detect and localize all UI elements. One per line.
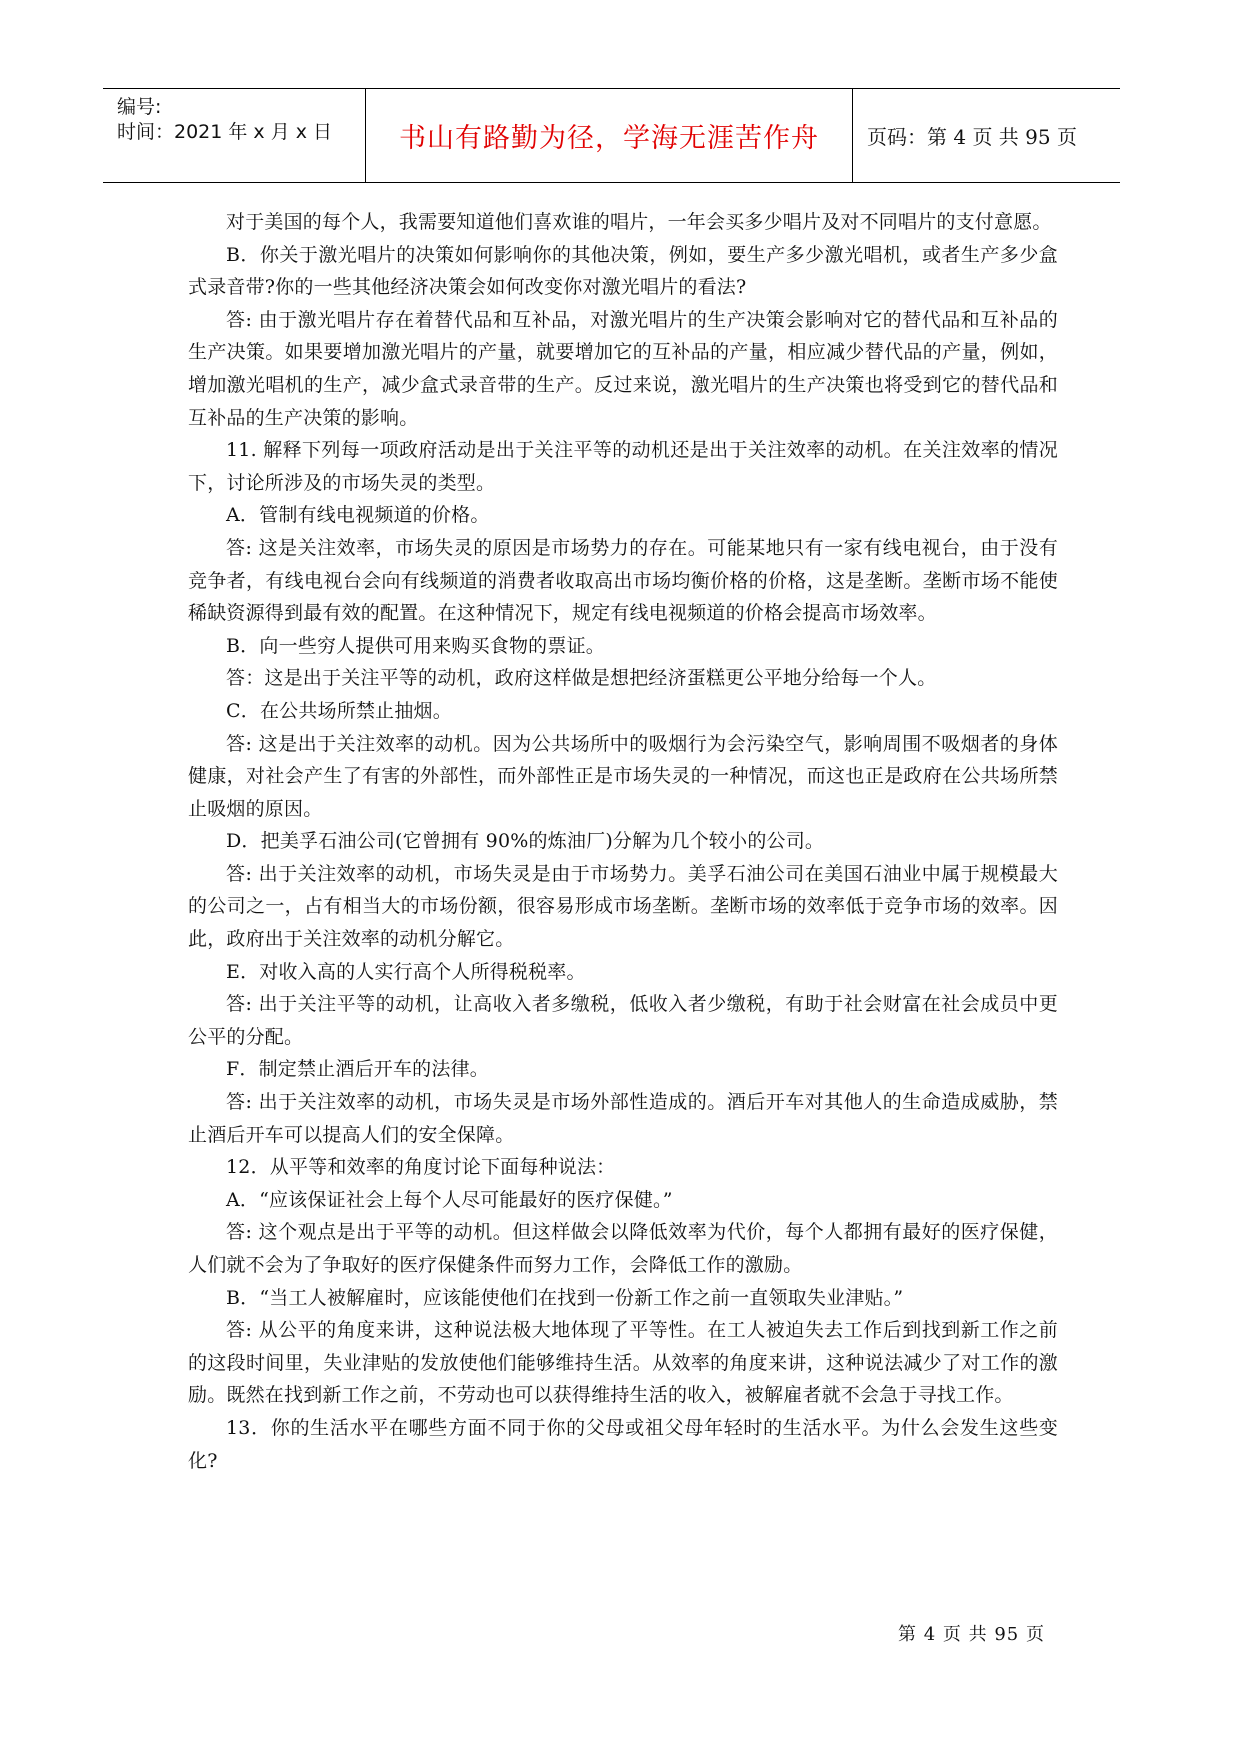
paragraph: A．管制有线电视频道的价格。: [226, 504, 490, 527]
paragraph: 答: 这是关注效率，市场失灵的原因是市场势力的存在。可能某地只有一家有线电视台，由于没有竞争者，有线电视台会向有线频道的消费者收取高出市场均衡价格的价格，这是垄断。垄断市场不能使稀缺资源得到最有效的配置。在这种情况下，规定有线电视频道的价格会提高市场效率。: [188, 536, 1058, 625]
paragraph: 答: 从公平的角度来讲，这种说法极大地体现了平等性。在工人被迫失去工作后到找到新工作之前的这段时间里，失业津贴的发放使他们能够维持生活。从效率的角度来讲，这种说法减少了对工作的激励。既然在找到新工作之前，不劳动也可以获得维持生活的收入，被解雇者就不会急于寻找工作。: [188, 1319, 1058, 1407]
paragraph: 12．从平等和效率的角度讨论下面每种说法：: [226, 1156, 616, 1179]
paragraph: 11. 解释下列每一项政府活动是出于关注平等的动机还是出于关注效率的动机。在关注效率的情况下，讨论所涉及的市场失灵的类型。: [188, 439, 1058, 494]
paragraph: 答: 出于关注效率的动机，市场失灵是由于市场势力。美孚石油公司在美国石油业中属于规模最大的公司之一，占有相当大的市场份额，很容易形成市场垄断。垄断市场的效率低于竞争市场的效率。因此，政府出于关注效率的动机分解它。: [188, 862, 1058, 951]
paragraph: B．“当工人被解雇时，应该能使他们在找到一份新工作之前一直领取失业津贴。”: [226, 1286, 904, 1309]
paragraph: C．在公共场所禁止抽烟。: [226, 699, 452, 722]
page-footer: 第 4 页 共 95 页: [898, 1624, 1045, 1645]
paragraph: B．你关于激光唱片的决策如何影响你的其他决策，例如，要生产多少激光唱机，或者生产多少盒式录音带?你的一些其他经济决策会如何改变你对激光唱片的看法?: [188, 243, 1058, 299]
header-meta: [103, 89, 365, 182]
serial-number-label: 编号:: [117, 96, 162, 118]
paragraph: E．对收入高的人实行高个人所得税税率。: [226, 960, 586, 983]
paragraph: A．“应该保证社会上每个人尽可能最好的医疗保健。”: [226, 1188, 673, 1211]
paragraph: 答: 这个观点是出于平等的动机。但这样做会以降低效率为代价，每个人都拥有最好的医疗保健，人们就不会为了争取好的医疗保健条件而努力工作，会降低工作的激励。: [188, 1221, 1058, 1276]
page-header: [103, 88, 1120, 183]
page-code: 页码：第 4 页 共 95 页: [867, 125, 1077, 149]
paragraph: 答: 这是出于关注效率的动机。因为公共场所中的吸烟行为会污染空气，影响周围不吸烟者的身体健康，对社会产生了有害的外部性，而外部性正是市场失灵的一种情况，而这也正是政府在公共场所禁止吸烟的原因。: [188, 732, 1058, 820]
header-motto-cell: [365, 89, 853, 182]
paragraph: D．把美孚石油公司(它曾拥有 90%的炼油厂)分解为几个较小的公司。: [226, 830, 825, 853]
document-body: [188, 206, 1058, 1477]
paragraph: 对于美国的每个人，我需要知道他们喜欢谁的唱片，一年会买多少唱片及对不同唱片的支付意愿。: [226, 211, 1052, 233]
paragraph: 答: 由于激光唱片存在着替代品和互补品，对激光唱片的生产决策会影响对它的替代品和互补品的生产决策。如果要增加激光唱片的产量，就要增加它的互补品的产量，相应减少替代品的产量，例如，增加激光唱机的生产，减少盒式录音带的生产。反过来说，激光唱片的生产决策也将受到它的替代品和互补品的生产决策的影响。: [188, 308, 1058, 429]
paragraph: B．向一些穷人提供可用来购买食物的票证。: [226, 634, 605, 657]
paragraph: 答: 出于关注效率的动机，市场失灵是市场外部性造成的。酒后开车对其他人的生命造成威胁，禁止酒后开车可以提高人们的安全保障。: [188, 1091, 1058, 1146]
time-label: 时间：2021 年 x 月 x 日: [117, 121, 333, 143]
paragraph: 13．你的生活水平在哪些方面不同于你的父母或祖父母年轻时的生活水平。为什么会发生这些变化?: [188, 1416, 1058, 1472]
paragraph: 答: 出于关注平等的动机，让高收入者多缴税，低收入者少缴税，有助于社会财富在社会成员中更公平的分配。: [188, 993, 1058, 1048]
paragraph: F．制定禁止酒后开车的法律。: [226, 1058, 489, 1081]
paragraph: 答：这是出于关注平等的动机，政府这样做是想把经济蛋糕更公平地分给每一个人。: [226, 667, 937, 690]
motto: 书山有路勤为径，学海无涯苦作舟: [399, 123, 819, 154]
header-page-cell: [853, 89, 1120, 182]
